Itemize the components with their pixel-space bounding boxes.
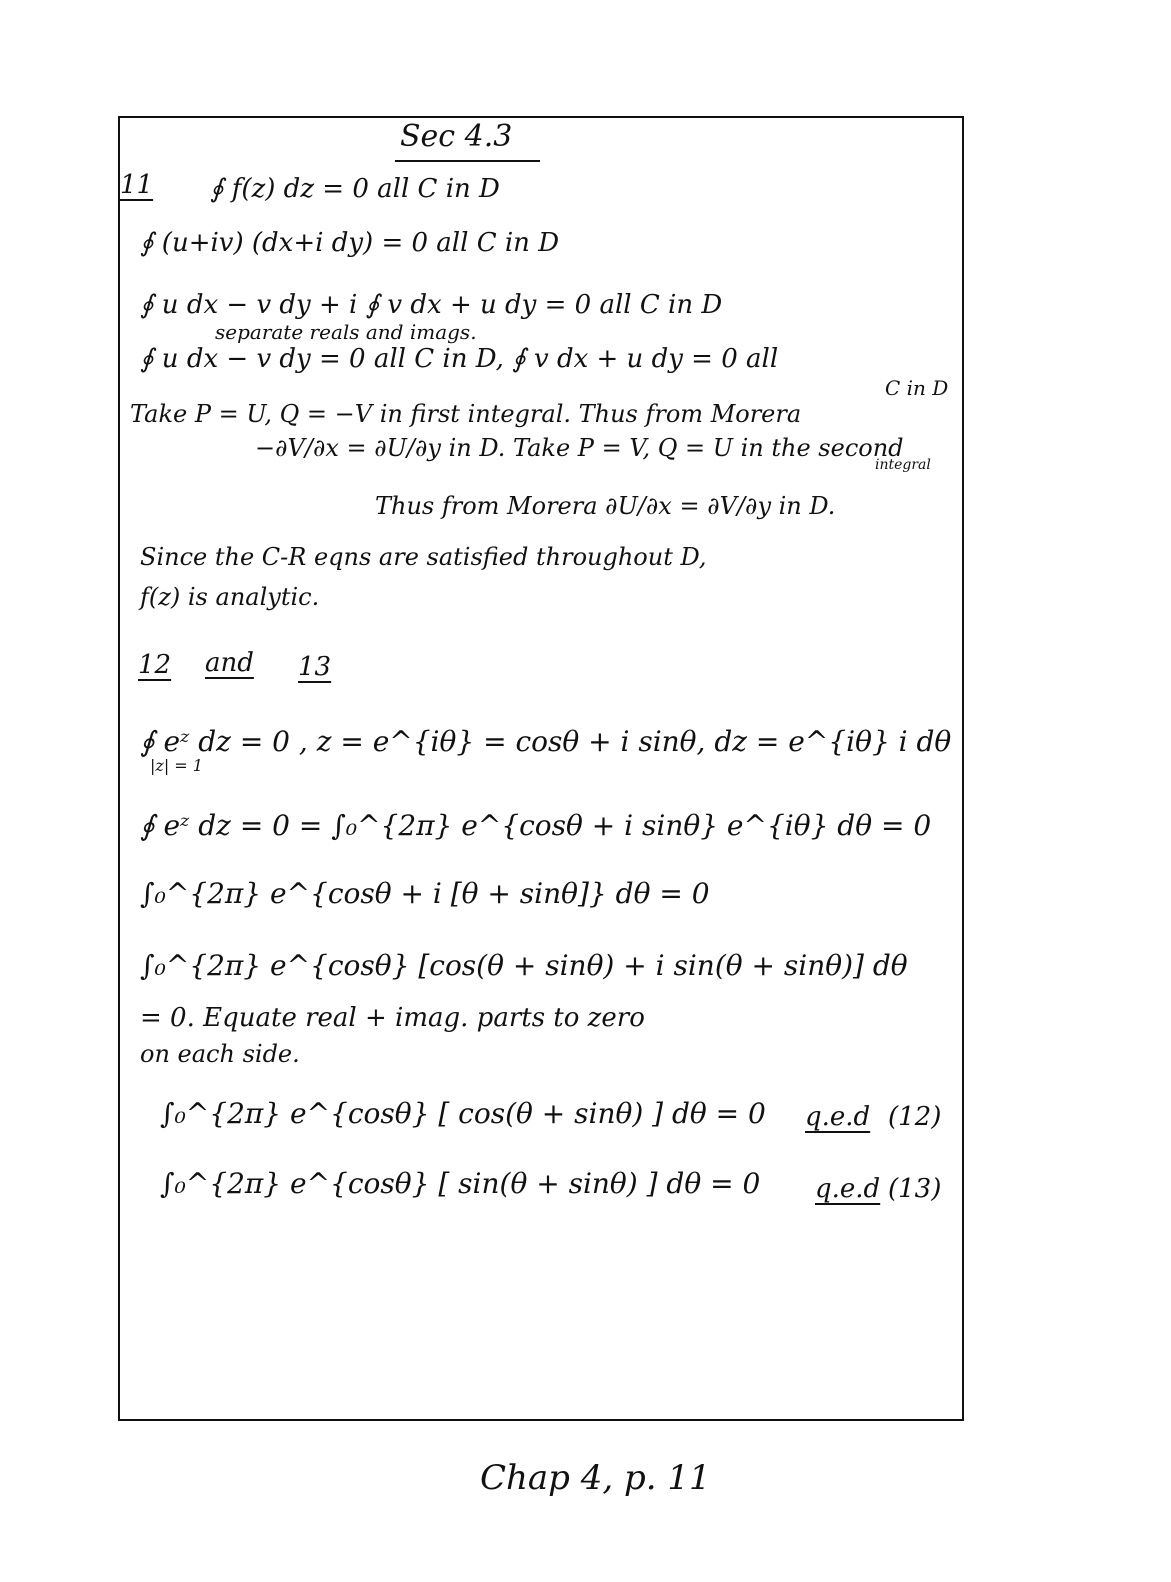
p11-line-3: ∮ u dx − v dy + i ∮ v dx + u dy = 0 all C in D [140, 290, 723, 320]
p12-line-1: ∮ eᶻ dz = 0 , z = e^{iθ} = cosθ + i sinθ, dz = e^{iθ} i dθ [140, 725, 952, 758]
problem-11-label: 11 [120, 170, 154, 200]
p12-line-4: ∫₀^{2π} e^{cosθ} [cos(θ + sinθ) + i sin(θ + sinθ)] dθ [140, 949, 908, 982]
p11-line-12: f(z) is analytic. [140, 583, 320, 611]
ref-12: (12) [888, 1102, 942, 1132]
p11-line-6: C in D [885, 376, 949, 400]
p11-line-4: separate reals and imags. [215, 320, 477, 344]
qed-12: q.e.d [805, 1102, 871, 1132]
section-title: Sec 4.3 [400, 119, 513, 154]
p11-line-5: ∮ u dx − v dy = 0 all C in D, ∮ v dx + u dy = 0 all [140, 344, 779, 374]
p11-line-2: ∮ (u+iv) (dx+i dy) = 0 all C in D [140, 228, 560, 258]
ref-13: (13) [888, 1174, 942, 1204]
p11-line-1: ∮ f(z) dz = 0 all C in D [210, 174, 500, 204]
p11-line-9: integral [875, 457, 931, 473]
p12-line-7: ∫₀^{2π} e^{cosθ} [ cos(θ + sinθ) ] dθ = 0 [160, 1097, 766, 1130]
problem-12-label: 12 [138, 650, 172, 680]
p11-line-8: −∂V/∂x = ∂U/∂y in D. Take P = V, Q = U in the second [255, 434, 904, 462]
p11-line-11: Since the C-R eqns are satisfied throughout D, [140, 543, 707, 571]
problem-13-label: 13 [298, 652, 332, 682]
p12-line-2: ∮ eᶻ dz = 0 = ∫₀^{2π} e^{cosθ + i sinθ} e^{iθ} dθ = 0 [140, 809, 932, 842]
p12-line-1-sub: |z| = 1 [150, 756, 203, 775]
page-footer: Chap 4, p. 11 [480, 1458, 711, 1498]
and-label: and [205, 648, 254, 678]
p12-line-3: ∫₀^{2π} e^{cosθ + i [θ + sinθ]} dθ = 0 [140, 877, 710, 910]
qed-13: q.e.d [815, 1174, 881, 1204]
p12-line-5: = 0. Equate real + imag. parts to zero [140, 1003, 645, 1033]
p12-line-8: ∫₀^{2π} e^{cosθ} [ sin(θ + sinθ) ] dθ = 0 [160, 1167, 761, 1200]
p11-line-10: Thus from Morera ∂U/∂x = ∂V/∂y in D. [375, 492, 836, 520]
p12-line-6: on each side. [140, 1040, 300, 1068]
p11-line-7: Take P = U, Q = −V in first integral. Thus from Morera [130, 400, 802, 428]
title-underline [395, 160, 540, 162]
